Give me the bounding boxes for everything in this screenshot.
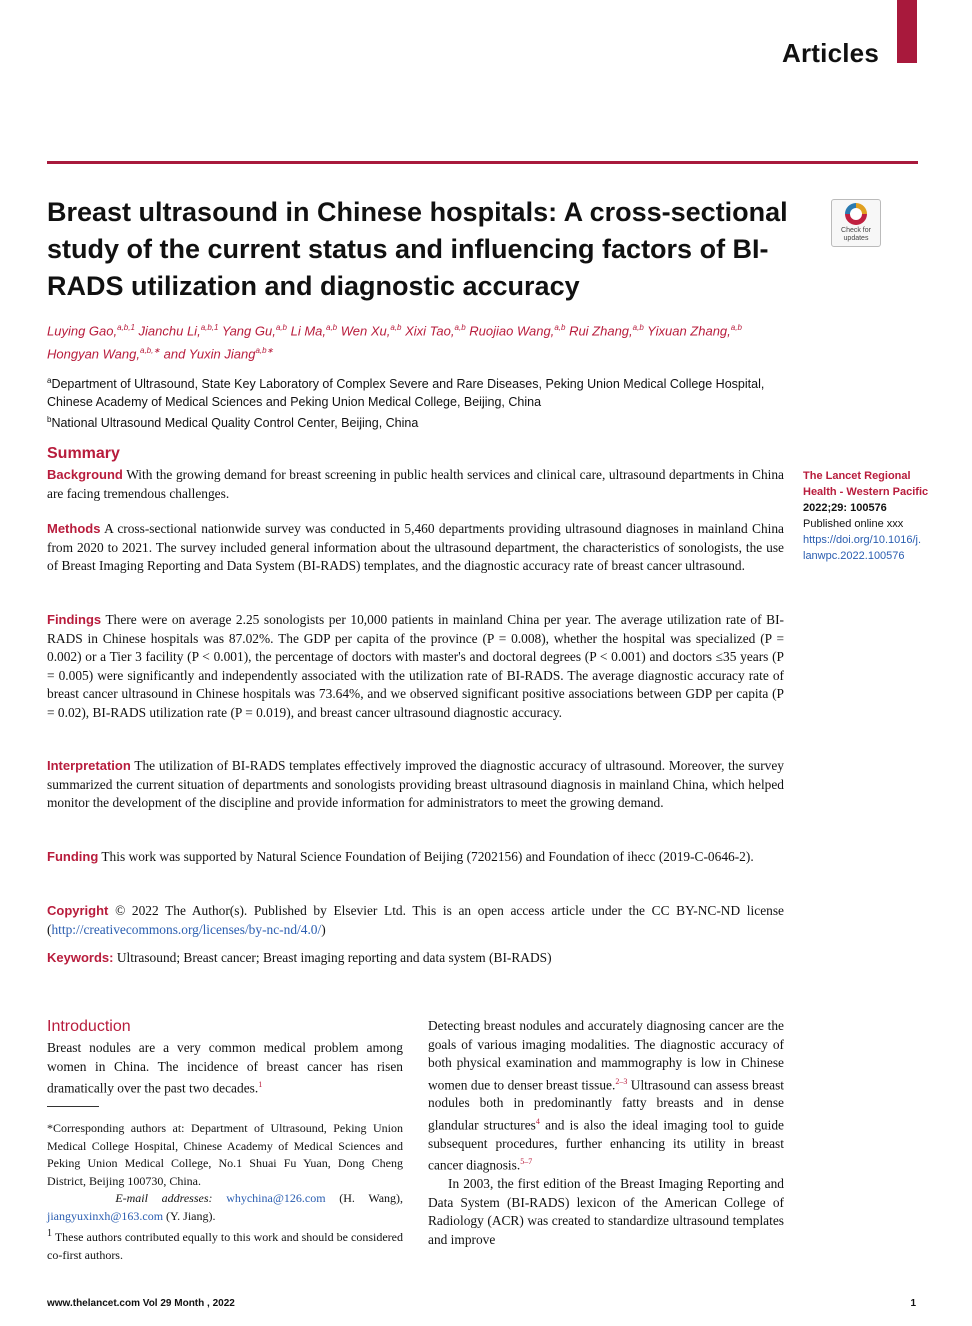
methods-label: Methods	[47, 521, 101, 536]
intro-column-2: Detecting breast nodules and accurately diagnosing cancer are the goals of various imaging modalities. The diagnostic accuracy of both physical examination and mammography is low in Chinese women due to denser breast tissue.$^{2-3}$ Ultrasound can assess breast nodules both in predominantly fatty breasts and in dense glandular structures$^4$ and is also the ideal imaging tool to guide subsequent procedures, further enhancing its utility in breast cancer diagnosis.$^{5-7}$ In 2003, the first edition of the Breast Imaging Reporting and Data System (BI-RADS) lexicon of the American College of Radiology (ACR) was created to standardize ultrasound templates and improve	[428, 1017, 784, 1249]
funding-label: Funding	[47, 849, 99, 864]
accent-bar	[897, 0, 917, 63]
email-link[interactable]: jiangyuxinxh@163.com	[47, 1208, 164, 1223]
background-label: Background	[47, 467, 123, 482]
article-title: Breast ultrasound in Chinese hospitals: A cross-sectional study of the current status and influencing factors of BI-RADS utilization and diagnostic accuracy	[47, 197, 788, 301]
author[interactable]: Yixuan Zhang,	[647, 323, 731, 339]
email-note: E-mail addresses: whychina@126.com (H. Wang), jiangyuxinxh@163.com (Y. Jiang).	[47, 1191, 404, 1223]
journal-name-1: The Lancet Regional	[803, 470, 911, 482]
affiliations	[47, 372, 787, 433]
corresponding-note: *Corresponding authors at: Department of Ultrasound, Peking Union Medical College Hospital, Chinese Academy of Medical Sciences and Peking Union Medical College, No.1 Shuai Fu Yuan, Dong Cheng District, Beijing 100730, China.	[47, 1121, 403, 1188]
summary-interpretation: Interpretation The utilization of BI-RADS templates effectively improved the diagnostic accuracy of ultrasound. Moreover, the survey summarized the current situation of departments and sonologists providing breast ultrasound diagnosis in mainland China, which helped monitor the development of the discipline and provide information for administrators to meet the growing demand.	[47, 758, 784, 810]
email-link[interactable]: whychina@126.com	[226, 1191, 326, 1205]
author[interactable]: Wen Xu,	[340, 323, 391, 339]
citation-link[interactable]: 1	[258, 1080, 263, 1089]
summary-heading: Summary	[47, 445, 120, 462]
page-number: 1	[910, 1298, 916, 1309]
keywords-label: Keywords:	[47, 950, 114, 965]
author[interactable]: Jianchu Li,	[138, 323, 201, 339]
summary-copyright: Copyright © 2022 The Author(s). Published by Elsevier Ltd. This is an open access article under the CC BY-NC-ND license (http://creativecommons.org/licenses/by-nc-nd/4.0/)	[47, 903, 784, 937]
introduction-heading: Introduction	[47, 1018, 131, 1035]
published: Published online xxx	[803, 518, 904, 530]
interpretation-label: Interpretation	[47, 758, 131, 773]
copyright-label: Copyright	[47, 903, 109, 918]
license-link[interactable]: http://creativecommons.org/licenses/by-nc-nd/4.0/	[51, 921, 322, 937]
author[interactable]: Li Ma,	[290, 323, 326, 339]
author-list: Luying Gao,$^{a,b,1}$ Jianchu Li,$^{a,b,1}$ Yang Gu,$^{a,b}$ Li Ma,$^{a,b}$ Wen Xu,$^{a,b}$ Xixi Tao,$^{a,b}$ Ruojiao Wang,$^{a,b}$ Rui Zhang,$^{a,b}$ Yixuan Zhang,$^{a,b}$ Hongyan Wang,$^{a,b,∗}$ and Yuxin Jiang$^{a,b∗}$	[47, 323, 742, 362]
author[interactable]: Rui Zhang,	[569, 323, 633, 339]
equal-contribution-note: $^1$ These authors contributed equally to this work and should be considered co-first authors.	[47, 1228, 403, 1262]
summary-background: Background With the growing demand for breast screening in public health services and clinical care, ultrasound departments in China are facing tremendous challenges.	[47, 467, 785, 501]
check-for-updates-button[interactable]	[831, 199, 881, 247]
summary-funding: Funding This work was supported by Natural Science Foundation of Beijing (7202156) and Foundation of ihecc (2019-C-0646-2).	[47, 849, 754, 864]
check-updates-line2: updates	[843, 235, 869, 242]
journal-name-2: Health - Western Pacific	[803, 486, 929, 498]
journal-info	[803, 468, 943, 564]
check-updates-line1: Check for	[841, 227, 871, 234]
summary-methods: Methods A cross-sectional nationwide survey was conducted in 5,460 departments providing ultrasound diagnoses in mainland China from 2020 to 2021. The survey included general information about the ultrasound department, the characteristics of sonologists, the use of Breast Imaging Reporting and Data System (BI-RADS) templates, and the diagnostic accuracy rate of breast cancer ultrasound.	[47, 521, 784, 573]
citation-link[interactable]: 5–7	[520, 1157, 533, 1167]
citation-link[interactable]: 4	[535, 1116, 540, 1126]
footnotes	[47, 1120, 403, 1264]
header-rule	[47, 161, 918, 164]
footnote-rule	[47, 1106, 99, 1107]
author[interactable]: Xixi Tao,	[405, 323, 455, 339]
author[interactable]: Luying Gao,	[47, 323, 118, 339]
author[interactable]: Hongyan Wang,	[47, 346, 140, 362]
citation-link[interactable]: 2–3	[615, 1076, 628, 1086]
intro-paragraph-2: In 2003, the first edition of the Breast Imaging Reporting and Data System (BI-RADS) lexicon of the American College of Radiology (ACR) was created to standardize ultrasound templates and improve	[428, 1176, 784, 1247]
intro-column-1: Breast nodules are a very common medical problem among women in China. The incidence of breast cancer has risen dramatically over the past two decades.$^1$	[47, 1040, 403, 1096]
author[interactable]: Yang Gu,	[221, 323, 276, 339]
volume: 2022;29: 100576	[803, 502, 887, 514]
summary-findings: Findings There were on average 2.25 sonologists per 10,000 patients in mainland China per year. The average utilization rate of BI-RADS in Chinese hospitals was 87.02%. The GDP per capita of the province (P = 0.008), whether the hospital was specialized (P = 0.002) or a Tier 3 facility (P < 0.001), the percentage of doctors with master's and doctoral degrees (P < 0.001) and doctors ≤35 years (P = 0.005) were significantly and independently associated with the utilization rate of BI-RADS. The average diagnostic accuracy rate of breast cancer ultrasound in Chinese hospitals was 73.64%, and we observed significant positive associations between GDP per capita (P = 0.02), BI-RADS utilization rate (P = 0.019), and breast cancer ultrasound diagnostic accuracy.	[47, 612, 784, 720]
affiliation-b: $^b$National Ultrasound Medical Quality Control Center, Beijing, China	[47, 415, 419, 431]
author[interactable]: and Yuxin Jiang	[163, 346, 256, 362]
author[interactable]: Ruojiao Wang,	[469, 323, 555, 339]
footer-url: www.thelancet.com Vol 29 Month , 2022	[47, 1298, 235, 1309]
summary-keywords: Keywords: Ultrasound; Breast cancer; Breast imaging reporting and data system (BI-RADS)	[47, 950, 552, 965]
findings-label: Findings	[47, 612, 102, 627]
crossmark-icon	[845, 203, 867, 225]
doi-link[interactable]: https://doi.org/10.1016/j. lanwpc.2022.100576	[803, 534, 922, 562]
affiliation-a: $^a$Department of Ultrasound, State Key Laboratory of Complex Severe and Rare Diseases, Peking Union Medical College Hospital, Chinese Academy of Medical Sciences and Peking Union Medical College, Beijing, China	[47, 376, 765, 409]
section-label: Articles	[782, 38, 879, 68]
